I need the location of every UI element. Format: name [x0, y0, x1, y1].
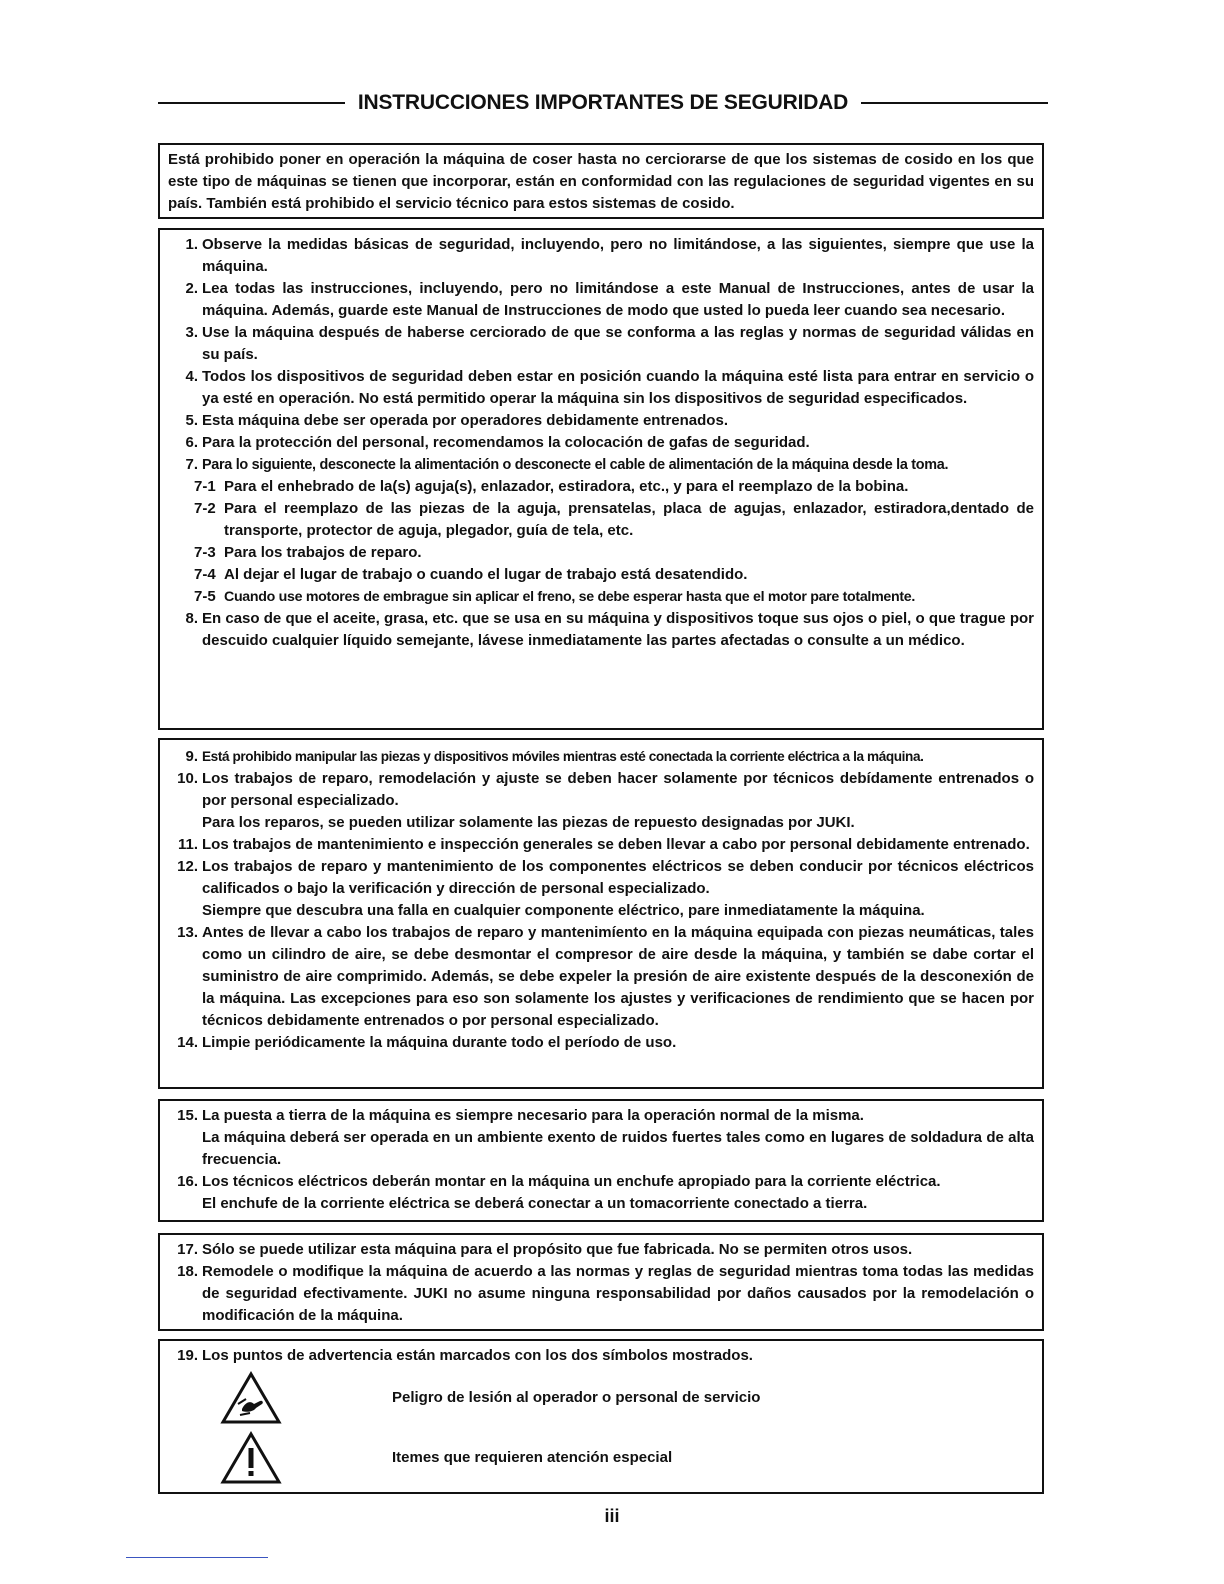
list-item: 10. Los trabajos de reparo, remodelación y ajuste se deben hacer solamente por técnicos debídamente entrenados o por personal especializado.	[177, 770, 1034, 809]
symbol-label: Peligro de lesión al operador o personal de servicio	[392, 1389, 761, 1406]
header-rule-left	[158, 102, 345, 104]
hand-hazard-warning-icon	[220, 1371, 282, 1425]
list-item: 17. Sólo se puede utilizar esta máquina para el propósito que fue fabricada. No se permiten otros usos.	[177, 1241, 913, 1258]
list-item: 8. En caso de que el aceite, grasa, etc. que se usa en su máquina y dispositivos toque sus ojos o piel, o que trague por descuido cualquier líquido semejante, lávese inmediatamente las partes afectadas o consulte a un médico.	[185, 610, 1034, 649]
warning-symbol-row-2	[220, 1431, 672, 1485]
list-item: 7. Para lo siguiente, desconecte la alimentación o desconecte el cable de alimentación de la máquina desde la toma.	[185, 456, 949, 473]
list-item: 3. Use la máquina después de haberse cerciorado de que se conforma a las reglas y normas de seguridad válidas en su país.	[185, 324, 1034, 363]
sub-list-item: 7-2 Para el reemplazo de las piezas de la aguja, prensatelas, placa de agujas, enlazador, estiradora,dentado de transporte, protector de aguja, plegador, guía de tela, etc.	[194, 500, 1034, 539]
list-item: 2. Lea todas las instrucciones, incluyendo, pero no limitándose a este Manual de Instrucciones, antes de usar la máquina. Además, guarde este Manual de Instrucciones de modo que usted lo pueda leer cuando sea necesario.	[185, 280, 1034, 319]
list-item: 5. Esta máquina debe ser operada por operadores debidamente entrenados.	[185, 412, 728, 429]
list-item-continuation: Siempre que descubra una falla en cualquier componente eléctrico, pare inmediatamente la máquina.	[202, 902, 925, 919]
list-item-continuation: El enchufe de la corriente eléctrica se deberá conectar a un tomacorriente conectado a tierra.	[202, 1195, 868, 1212]
warning-symbol-row-1	[220, 1371, 760, 1425]
sub-list-item: 7-5 Cuando use motores de embrague sin aplicar el freno, se debe esperar hasta que el motor pare totalmente.	[194, 588, 915, 605]
page-number: iii	[604, 1506, 620, 1526]
symbol-label: Itemes que requieren atención especial	[392, 1449, 673, 1466]
list-item: 6. Para la protección del personal, recomendamos la colocación de gafas de seguridad.	[185, 434, 810, 451]
list-item-continuation: La máquina deberá ser operada en un ambiente exento de ruidos fuertes tales como en lugares de soldadura de alta frecuencia.	[202, 1129, 1034, 1168]
list-item: 12. Los trabajos de reparo y mantenimiento de los componentes eléctricos se deben conducir por técnicos eléctricos calificados o bajo la verificación y dirección de personal especializado.	[177, 858, 1034, 897]
exclamation-warning-icon	[220, 1431, 282, 1485]
list-item: 19. Los puntos de advertencia están marcados con los dos símbolos mostrados.	[177, 1347, 753, 1364]
list-item: 13. Antes de llevar a cabo los trabajos de reparo y mantenimíento en la máquina equipada con piezas neumáticas, tales como un cilindro de aire, se debe desmontar el compresor de aire desde la máquina, y también se dabe cortar el suministro de aire comprimido. Además, se debe expeler la presión de aire existente después de la desconexión de la máquina. Las excepciones para eso son solamente los ajustes y verificaciones de rendimiento que se hacen por técnicos debidamente entrenados o por personal especializado.	[177, 924, 1034, 1029]
list-item-continuation: Para los reparos, se pueden utilizar solamente las piezas de repuesto designadas por JUKI.	[202, 814, 855, 831]
list-item: 15. La puesta a tierra de la máquina es siempre necesario para la operación normal de la misma.	[177, 1107, 864, 1124]
list-item: 9. Está prohibido manipular las piezas y dispositivos móviles mientras esté conectada la corriente eléctrica a la máquina.	[185, 748, 924, 765]
list-item: 18. Remodele o modifique la máquina de acuerdo a las normas y reglas de seguridad mientras toma todas las medidas de seguridad efectivamente. JUKI no asume ninguna responsabilidad por daños causados por la remodelación o modificación de la máquina.	[177, 1263, 1034, 1324]
safety-section-4	[158, 1233, 1044, 1331]
safety-section-3	[158, 1099, 1044, 1222]
safety-section-1	[158, 228, 1044, 730]
header-rule-right	[861, 102, 1048, 104]
footer-rule	[126, 1557, 268, 1558]
sub-list-item: 7-3 Para los trabajos de reparo.	[194, 544, 422, 561]
sub-list-item: 7-1 Para el enhebrado de la(s) aguja(s), enlazador, estiradora, etc., y para el reemplazo de la bobina.	[194, 478, 909, 495]
list-item: 16. Los técnicos eléctricos deberán montar en la máquina un enchufe apropiado para la corriente eléctrica.	[177, 1173, 941, 1190]
safety-section-2	[158, 738, 1044, 1089]
list-item: 4. Todos los dispositivos de seguridad deben estar en posición cuando la máquina esté lista para entrar en servicio o ya esté en operación. No está permitido operar la máquina sin los dispositivos de seguridad especificados.	[185, 368, 1034, 407]
intro-box: Está prohibido poner en operación la máquina de coser hasta no cerciorarse de que los sistemas de cosido en los que este tipo de máquinas se tienen que incorporar, están en conformidad con las regulaciones de seguridad vigentes en su país. También está prohibido el servicio técnico para estos sistemas de cosido.	[158, 143, 1044, 219]
list-item: 14. Limpie periódicamente la máquina durante todo el período de uso.	[177, 1034, 677, 1051]
page-header	[158, 86, 1048, 120]
page-title: INSTRUCCIONES IMPORTANTES DE SEGURIDAD	[357, 91, 849, 114]
list-item: 1. Observe la medidas básicas de seguridad, incluyendo, pero no limitándose, a las siguientes, siempre que use la máquina.	[185, 236, 1034, 275]
sub-list-item: 7-4 Al dejar el lugar de trabajo o cuando el lugar de trabajo está desatendido.	[194, 566, 748, 583]
list-item: 11. Los trabajos de mantenimiento e inspección generales se deben llevar a cabo por personal debidamente entrenado.	[177, 836, 1030, 853]
safety-section-5	[158, 1339, 1044, 1494]
